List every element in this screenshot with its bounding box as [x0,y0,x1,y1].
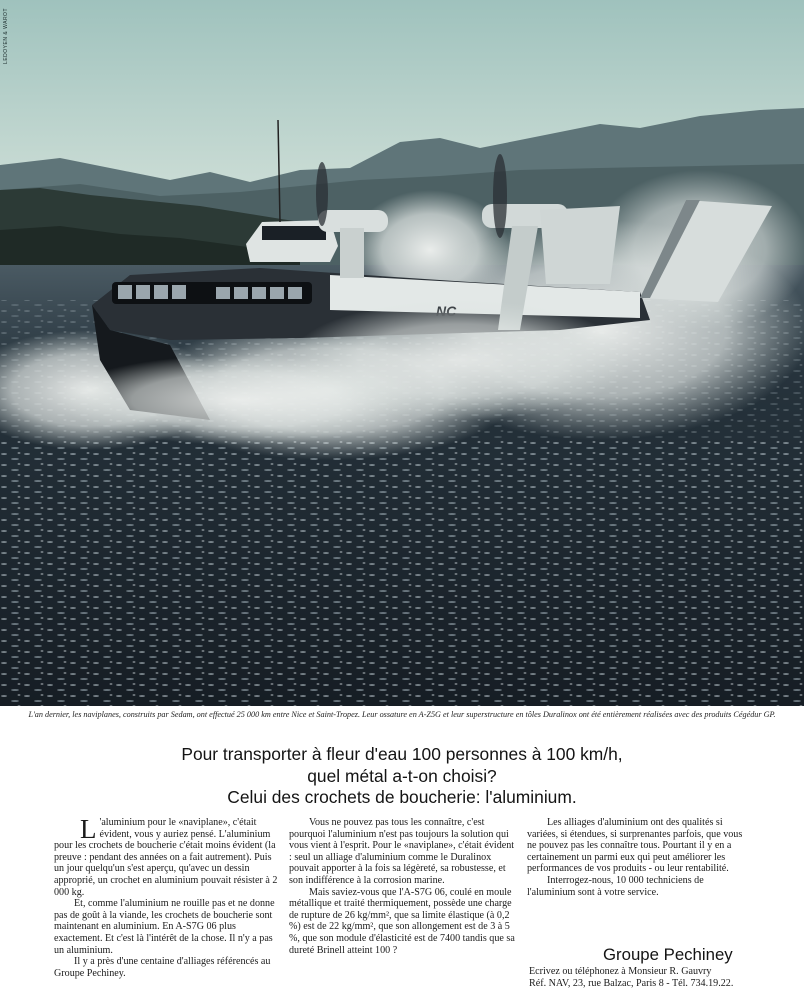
photo-credit: LEDOYEN & WAROT [3,8,9,64]
body-column-2 [289,817,515,956]
headline-line-3: Celui des crochets de boucherie: l'aluminium. [227,787,577,807]
paragraph: Vous ne pouvez pas tous les connaître, c'est pourquoi l'aluminium n'est pas toujours la solution qui vous vient à l'esprit. Pour le «naviplane», c'était évident : seul un alliage d'aluminium comme le Duralinox pouvait apporter à la fois sa légèreté, sa robustesse, et son indifférence à la corrosion marine. [289,817,515,886]
paragraph-text: 'aluminium pour le «naviplane», c'était évident, vous y auriez pensé. L'aluminium pour les crochets de boucherie c'était moins évident (la preuve : pendant des années on a fait autrement). Puis un jour quelqu'un s'est aperçu, qu'avec un dessin approprié, un crochet en aluminium pouvait résister à 2 000 kg. [54,817,278,898]
paragraph: Interrogez-nous, 10 000 techniciens de l'aluminium sont à votre service. [527,874,704,898]
contact-info [529,966,733,990]
brand-name: Groupe Pechiney [603,945,733,964]
body-column-3 [527,817,753,898]
contact-line-2: Réf. NAV, 23, rue Balzac, Paris 8 - Tél. 734.19.22. [529,977,734,989]
body-column-1 [54,814,280,979]
headline-line-1: Pour transporter à fleur d'eau 100 personnes à 100 km/h, [181,744,623,764]
dropcap: L [80,814,97,844]
paragraph: Les alliages d'aluminium ont des qualités si variées, si étendues, si surprenantes parfois, que vous ne pouvez pas les connaître tous. Pourtant il y en a certainement un parmi eux qui peut améliorer les performances de vos produits - ou leur rentabilité. [527,817,743,875]
paragraph: Et, comme l'aluminium ne rouille pas et ne donne pas de goût à la viande, les crochets de boucherie sont maintenant en aluminium. En A-S7G 06 plus exactement. Et c'est là l'intérêt de la chose. Il n'y a pas un aluminium. [54,898,275,956]
contact-line-1: Ecrivez ou téléphonez à Monsieur R. Gauvry [529,966,712,977]
headline-line-2: quel métal a-t-on choisi? [307,765,497,786]
paragraph [54,814,280,898]
headline [0,744,804,809]
paragraph: Mais saviez-vous que l'A-S7G 06, coulé en moule métallique et traité thermiquement, possède une charge de rupture de 26 kg/mm², que sa limite élastique (à 0,2 %) est de 22 kg/mm², que son allongement est de 3 à 5 %, que son module d'élasticité est de 7400 tandis que sa dureté Brinell atteint 100 ? [289,886,515,956]
photo-caption: L'an dernier, les naviplanes, construits par Sedam, ont effectué 25 000 km entre Nice et Saint-Tropez. Leur ossature en A-Z5G et leur superstructure en tôles Duralinox ont été entièrement réalisées avec des produits Cégédur GP. [28,710,776,719]
paragraph: Il y a près d'une centaine d'alliages référencés au Groupe Pechiney. [54,956,271,979]
